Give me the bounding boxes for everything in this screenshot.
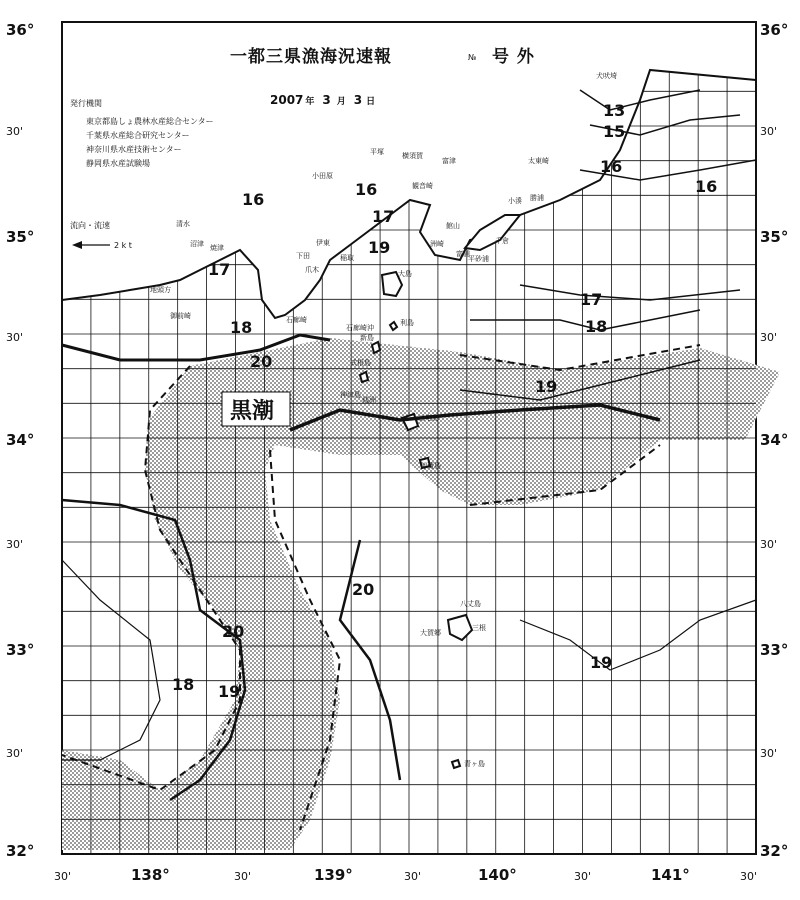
isotherm-label: 20 bbox=[222, 622, 245, 641]
isotherm-label: 17 bbox=[580, 290, 603, 309]
latitude-tick-label: 30' bbox=[6, 331, 24, 344]
place-label: 八丈島 bbox=[460, 600, 481, 608]
latitude-tick-label: 35° bbox=[760, 228, 789, 246]
latitude-tick-label: 36° bbox=[760, 21, 789, 39]
place-label: 沼津 bbox=[190, 240, 204, 248]
place-label: 爪木 bbox=[305, 266, 319, 274]
latitude-tick-label: 30' bbox=[6, 747, 24, 760]
place-label: 富浦 bbox=[456, 250, 470, 258]
longitude-tick-label: 30' bbox=[574, 870, 592, 883]
isotherm-label: 16 bbox=[355, 180, 378, 199]
issue-date: 2007 年 3 月 3 日 bbox=[270, 93, 376, 107]
longitude-tick-label: 30' bbox=[740, 870, 758, 883]
latitude-tick-label: 34° bbox=[6, 431, 35, 449]
isotherm-label: 19 bbox=[368, 238, 391, 257]
place-label: 平塚 bbox=[370, 148, 384, 156]
kuroshio-label: 黒潮 bbox=[230, 399, 275, 424]
place-label: 稲取 bbox=[340, 254, 354, 262]
isotherm-label: 17 bbox=[372, 207, 395, 226]
place-label: 小湊 bbox=[508, 197, 522, 205]
longitude-tick-label: 30' bbox=[404, 870, 422, 883]
place-label: 神津島 bbox=[340, 391, 361, 399]
latitude-tick-label: 30' bbox=[760, 747, 778, 760]
isotherm-label: 19 bbox=[590, 653, 613, 672]
latitude-tick-label: 34° bbox=[760, 431, 789, 449]
isotherm-label: 19 bbox=[535, 377, 558, 396]
latitude-tick-label: 33° bbox=[6, 641, 35, 659]
place-label: 勝浦 bbox=[530, 194, 544, 202]
place-label: 洲崎 bbox=[430, 240, 444, 248]
place-label: 小田原 bbox=[312, 172, 333, 180]
place-label: 石廊崎 bbox=[286, 316, 307, 324]
isotherm-label: 16 bbox=[242, 190, 265, 209]
isotherm-label: 17 bbox=[208, 260, 231, 279]
isotherm-label: 20 bbox=[352, 580, 375, 599]
longitude-tick-label: 139° bbox=[314, 866, 353, 884]
place-label: 大島 bbox=[398, 270, 412, 278]
isotherm-label: 16 bbox=[695, 177, 718, 196]
place-label: 新島 bbox=[360, 334, 374, 342]
place-label: 下田 bbox=[296, 252, 310, 260]
place-label: 石廊崎沖 bbox=[346, 324, 374, 332]
place-label: 青ヶ島 bbox=[464, 760, 485, 768]
isotherm-label: 13 bbox=[603, 101, 626, 120]
legend-title: 流向・流速 bbox=[70, 221, 110, 230]
place-label: 横須賀 bbox=[402, 152, 423, 160]
place-label: 観音崎 bbox=[412, 182, 433, 190]
longitude-tick-label: 140° bbox=[478, 866, 517, 884]
place-label: 銭洲 bbox=[362, 396, 376, 404]
issuer-item: 東京都島しょ農林水産総合センター bbox=[86, 117, 214, 126]
place-label: 御前崎 bbox=[170, 312, 191, 320]
issuer-item: 静岡県水産試験場 bbox=[86, 159, 150, 168]
place-label: 富津 bbox=[442, 157, 456, 165]
longitude-tick-label: 30' bbox=[54, 870, 72, 883]
latitude-tick-label: 30' bbox=[6, 125, 24, 138]
isotherm-label: 16 bbox=[600, 157, 623, 176]
latitude-tick-label: 32° bbox=[760, 842, 789, 860]
place-label: 平砂浦 bbox=[468, 255, 489, 263]
place-label: 三宅島 bbox=[418, 414, 439, 422]
number-mark: № bbox=[468, 53, 477, 62]
place-label: 伊東 bbox=[316, 239, 330, 247]
place-label: 大賀郷 bbox=[420, 629, 441, 637]
place-label: 太東崎 bbox=[528, 157, 549, 165]
isotherm-label: 18 bbox=[172, 675, 195, 694]
issuer-item: 神奈川県水産技術センター bbox=[86, 145, 182, 154]
issuer-item: 千葉県水産総合研究センター bbox=[86, 131, 190, 140]
isotherm-label: 18 bbox=[230, 318, 253, 337]
latitude-tick-label: 33° bbox=[760, 641, 789, 659]
latitude-tick-label: 30' bbox=[6, 538, 24, 551]
isotherm-label: 19 bbox=[218, 682, 241, 701]
place-label: 清水 bbox=[176, 220, 190, 228]
latitude-tick-label: 30' bbox=[760, 331, 778, 344]
longitude-tick-label: 141° bbox=[651, 866, 690, 884]
latitude-tick-label: 32° bbox=[6, 842, 35, 860]
place-label: 館山 bbox=[446, 222, 460, 230]
issuer-heading: 発行機関 bbox=[70, 99, 102, 108]
place-label: 三根 bbox=[472, 624, 486, 632]
place-label: 千倉 bbox=[495, 237, 509, 245]
longitude-labels bbox=[54, 866, 757, 884]
place-label: 犬吠埼 bbox=[596, 72, 617, 80]
place-label: 焼津 bbox=[210, 244, 224, 252]
longitude-tick-label: 138° bbox=[131, 866, 170, 884]
place-label: 地頭方 bbox=[150, 286, 171, 294]
latitude-tick-label: 30' bbox=[760, 125, 778, 138]
place-label: 式根島 bbox=[350, 359, 371, 367]
niijima bbox=[372, 342, 380, 353]
isotherm-label: 18 bbox=[585, 317, 608, 336]
place-label: 御蔵島 bbox=[420, 462, 441, 470]
place-label: 利島 bbox=[400, 319, 414, 327]
latitude-tick-label: 36° bbox=[6, 21, 35, 39]
aogashima bbox=[452, 760, 460, 768]
kozushima bbox=[360, 372, 368, 382]
map-title: 一都三県漁海況速報 bbox=[230, 47, 392, 67]
latitude-tick-label: 30' bbox=[760, 538, 778, 551]
extra-issue-label: 号 外 bbox=[492, 47, 535, 67]
isotherm-label: 20 bbox=[250, 352, 273, 371]
latitude-tick-label: 35° bbox=[6, 228, 35, 246]
legend-scale: 2 k t bbox=[114, 241, 132, 250]
isotherm-label: 15 bbox=[603, 122, 626, 141]
longitude-tick-label: 30' bbox=[234, 870, 252, 883]
